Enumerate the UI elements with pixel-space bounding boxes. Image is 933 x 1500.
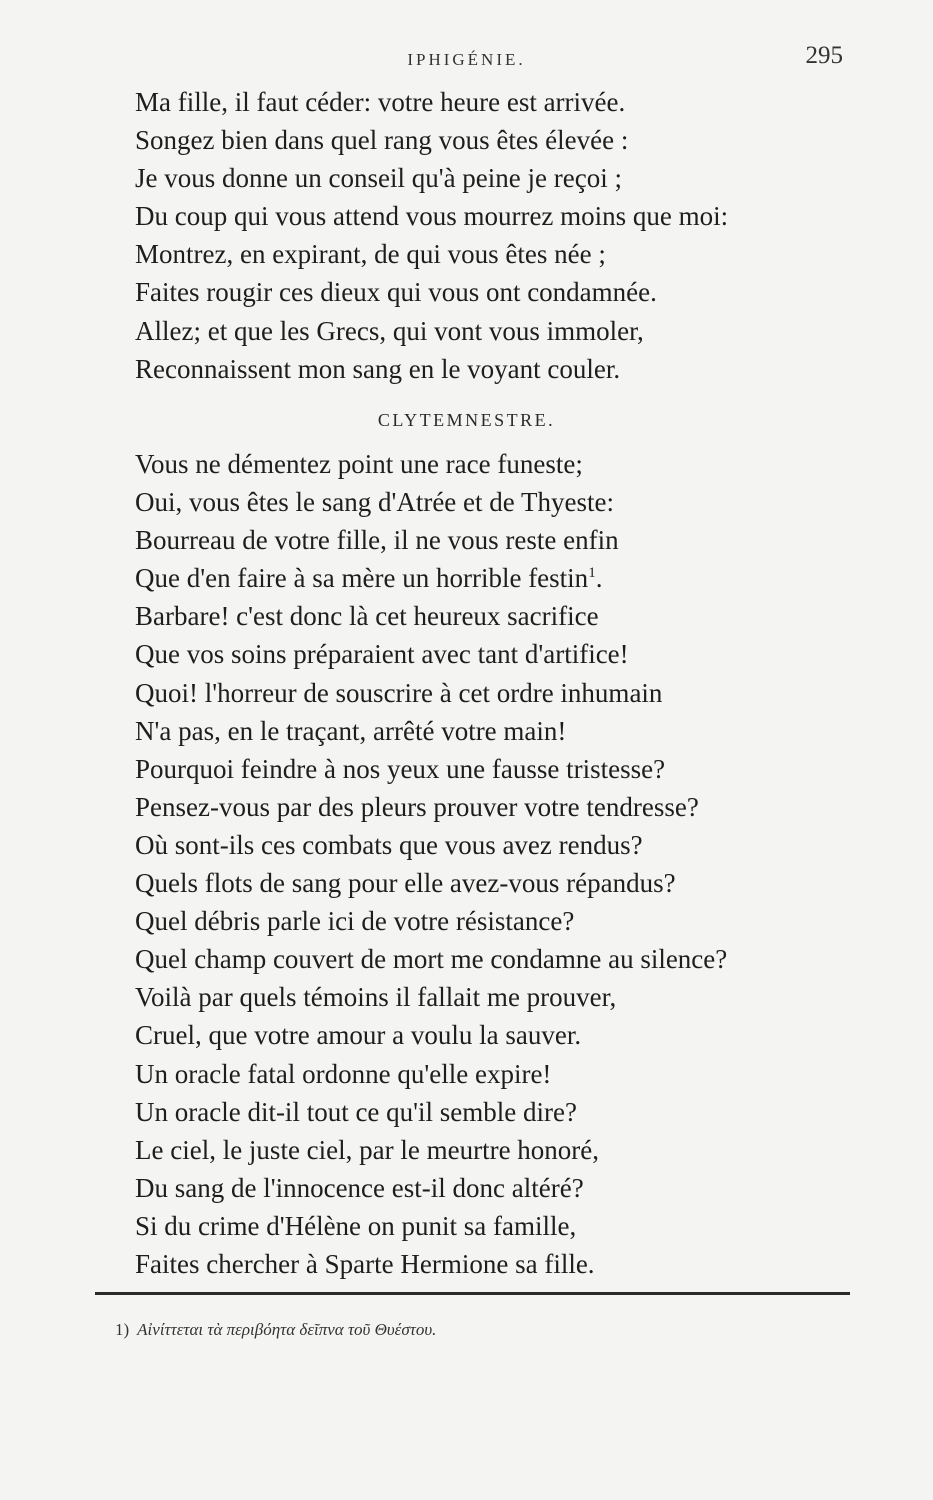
verse-line: Allez; et que les Grecs, qui vont vous immoler,	[135, 315, 644, 346]
verse-line: Où sont-ils ces combats que vous avez rendus?	[135, 829, 643, 860]
verse-line: Un oracle dit-il tout ce qu'il semble dire?	[135, 1096, 577, 1127]
verse-line: Pensez-vous par des pleurs prouver votre tendresse?	[135, 791, 699, 822]
verse-line: Montrez, en expirant, de qui vous êtes née ;	[135, 239, 606, 270]
verse-line: Faites rougir ces dieux qui vous ont condamnée.	[135, 277, 657, 308]
verse-line: Songez bien dans quel rang vous êtes élevée :	[135, 125, 629, 156]
page-number: 295	[805, 42, 843, 69]
verse-line: Vous ne démentez point une race funeste;	[135, 449, 583, 479]
verse-line: Le ciel, le juste ciel, par le meurtre honoré,	[135, 1134, 600, 1165]
verse-line: Du coup qui vous attend vous mourrez moins que moi:	[135, 201, 729, 232]
verse-block-2	[135, 445, 855, 1283]
footnote-reference: 1	[588, 565, 596, 582]
verse-line: Pourquoi feindre à nos yeux une fausse tristesse?	[135, 753, 666, 784]
verse-line: Un oracle fatal ordonne qu'elle expire!	[135, 1058, 552, 1089]
running-head: IPHIGÉNIE.	[407, 50, 526, 69]
verse-line: Quel débris parle ici de votre résistance?	[135, 906, 575, 937]
footnote	[115, 1320, 436, 1340]
verse-line: Du sang de l'innocence est-il donc altéré?	[135, 1172, 584, 1203]
verse-text: Que d'en faire à sa mère un horrible festin	[135, 563, 589, 594]
footnote-divider	[95, 1292, 850, 1295]
verse-line-with-footnote: Que d'en faire à sa mère un horrible festin$^1$.	[135, 563, 603, 594]
verse-line: Ma fille, il faut céder: votre heure est arrivée.	[135, 87, 626, 117]
speaker-name: CLYTEMNESTRE.	[377, 410, 556, 430]
footnote-text: Αἰνίττεται τὰ περιβόητα δεῖπνα τοῦ Θυέστου.	[137, 1320, 437, 1339]
verse-line: Quoi! l'horreur de souscrire à cet ordre inhumain	[135, 677, 663, 708]
verse-block-1	[135, 83, 855, 388]
verse-line: Reconnaissent mon sang en le voyant couler.	[135, 353, 621, 384]
footnote-marker: 1)	[115, 1320, 130, 1339]
verse-line: Si du crime d'Hélène on punit sa famille,	[135, 1210, 577, 1241]
verse-line: Oui, vous êtes le sang d'Atrée et de Thyeste:	[135, 487, 614, 518]
verse-line: Voilà par quels témoins il fallait me prouver,	[135, 982, 617, 1013]
verse-line: Quel champ couvert de mort me condamne au silence?	[135, 944, 728, 975]
verse-line: Bourreau de votre fille, il ne vous reste enfin	[135, 525, 619, 556]
verse-line: Cruel, que votre amour a voulu la sauver.	[135, 1020, 582, 1051]
verse-line: N'a pas, en le traçant, arrêté votre main!	[135, 715, 567, 746]
verse-line: Quels flots de sang pour elle avez-vous répandus?	[135, 868, 676, 899]
verse-line: Je vous donne un conseil qu'à peine je reçoi ;	[135, 163, 622, 194]
verse-line: Barbare! c'est donc là cet heureux sacrifice	[135, 601, 599, 632]
verse-line: Que vos soins préparaient avec tant d'artifice!	[135, 639, 629, 670]
verse-line: Faites chercher à Sparte Hermione sa fille.	[135, 1248, 595, 1279]
